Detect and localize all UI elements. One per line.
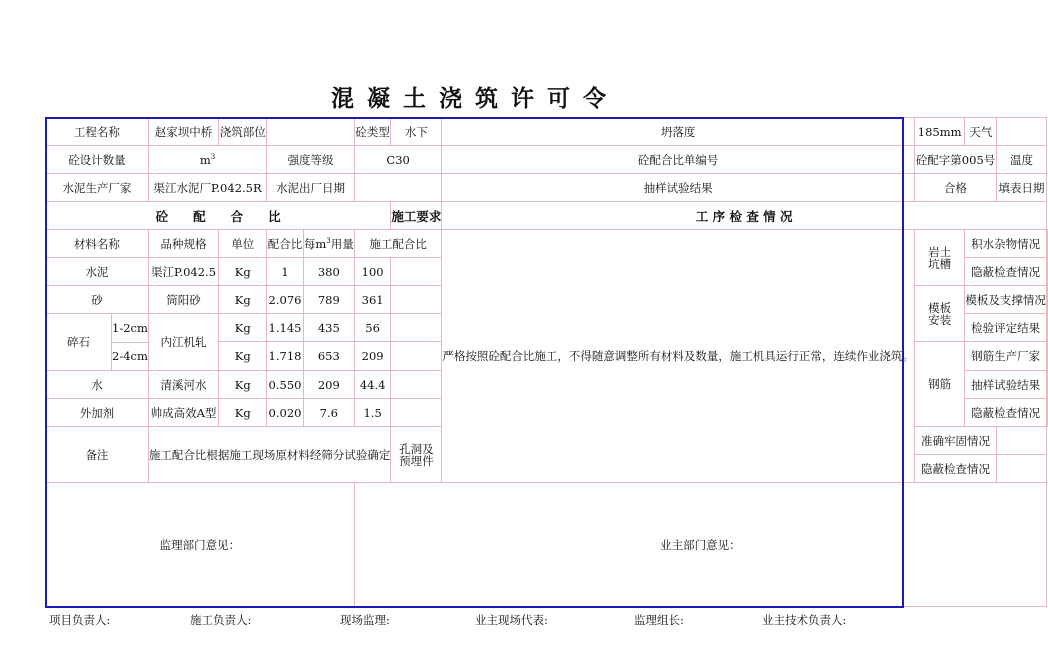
cement-factory-value[interactable]: 渠江水泥厂P.042.5R: [148, 174, 266, 202]
inspection-item: 模板及支撑情况: [965, 286, 1047, 314]
gravel-spec: 内江机轧: [148, 314, 218, 371]
pour-location-label: 浇筑部位: [219, 118, 267, 146]
usage-header-sup: 3: [326, 236, 331, 245]
inspection-item: 隐蔽检查情况: [965, 258, 1047, 286]
fill-date-label: 填表日期: [997, 174, 1047, 202]
requirements-text: 严格按照砼配合比施工，不得随意调整所有材料及数量，施工机具运行正常，连续作业浇筑。: [442, 230, 915, 483]
inspection-result[interactable]: [1046, 258, 1047, 286]
sand-spec: 筒阳砂: [148, 286, 218, 314]
gravel-1-ratio: 1.145: [267, 314, 303, 342]
weather-value[interactable]: [997, 118, 1047, 146]
rebar-label: 钢筋: [914, 342, 965, 427]
cement-material: 水泥: [46, 258, 149, 286]
project-manager-label: 项目负责人:: [49, 613, 111, 627]
inspection-result[interactable]: [1046, 371, 1047, 399]
water-unit: Kg: [219, 371, 267, 399]
sand-unit: Kg: [219, 286, 267, 314]
gravel-2-unit: Kg: [219, 342, 267, 371]
inspection-result[interactable]: [997, 455, 1047, 483]
supervisor-opinion[interactable]: 监理部门意见：: [46, 483, 355, 607]
admixture-unit: Kg: [219, 399, 267, 427]
water-construction: 44.4: [354, 371, 391, 399]
water-usage: 209: [303, 371, 354, 399]
inspection-header: 工 序 检 查 情 况: [442, 202, 1047, 230]
slump-label: 坍落度: [442, 118, 915, 146]
owner-opinion[interactable]: 业主部门意见：: [354, 483, 1046, 607]
water-material: 水: [46, 371, 149, 399]
sand-material: 砂: [46, 286, 149, 314]
gravel-label: 碎石: [67, 335, 90, 349]
project-name-label: 工程名称: [46, 118, 149, 146]
remarks-label: 备注: [46, 427, 149, 483]
temp-label: 温度: [997, 146, 1047, 174]
inspection-result[interactable]: [1046, 342, 1047, 371]
admixture-spec: 帅成高效A型: [148, 399, 218, 427]
inspection-result[interactable]: [1046, 230, 1047, 258]
inspection-item: 隐蔽检查情况: [914, 455, 996, 483]
gravel-1-construction: 56: [354, 314, 391, 342]
rock-pit-label: 岩土坑槽: [914, 230, 965, 286]
site-supervisor-label: 现场监理:: [340, 613, 390, 627]
mix-section-header: 砼 配 合 比: [46, 202, 391, 230]
sample-result-label: 抽样试验结果: [442, 174, 915, 202]
strength-label: 强度等级: [267, 146, 355, 174]
design-qty-label: 砼设计数量: [46, 146, 149, 174]
mix-no-value[interactable]: 砼配字第005号: [914, 146, 996, 174]
mix-no-label: 砼配合比单编号: [442, 146, 915, 174]
gravel-1-usage: 435: [303, 314, 354, 342]
admixture-material: 外加剂: [46, 399, 149, 427]
unit-header: 单位: [219, 230, 267, 258]
water-ratio: 0.550: [267, 371, 303, 399]
project-name-value[interactable]: 赵家坝中桥: [148, 118, 218, 146]
admixture-usage: 7.6: [303, 399, 354, 427]
inspection-item: 隐蔽检查情况: [965, 399, 1047, 427]
inspection-item: 积水杂物情况: [965, 230, 1047, 258]
cement-factory-label: 水泥生产厂家: [46, 174, 149, 202]
design-qty-unit: m: [199, 152, 211, 167]
inspection-result[interactable]: [1046, 314, 1047, 342]
owner-tech-manager-label: 业主技术负责人:: [762, 613, 847, 627]
design-qty-unit-sup: 3: [210, 152, 216, 161]
inspection-item: 钢筋生产厂家: [965, 342, 1047, 371]
inspection-result[interactable]: [1046, 286, 1047, 314]
signature-footer: [0, 612, 950, 628]
supervision-leader-label: 监理组长:: [634, 613, 684, 627]
owner-site-rep-label: 业主现场代表:: [475, 613, 548, 627]
sample-result-value[interactable]: 合格: [914, 174, 996, 202]
cement-usage: 380: [303, 258, 354, 286]
construction-ratio-header: 施工配合比: [354, 230, 442, 258]
strength-value[interactable]: C30: [354, 146, 442, 174]
gravel-size-1: 1-2cm: [112, 314, 148, 343]
sand-usage: 789: [303, 286, 354, 314]
cement-unit: Kg: [219, 258, 267, 286]
concrete-type-value[interactable]: 水下: [391, 118, 442, 146]
cement-spec: 渠江P.042.5: [148, 258, 218, 286]
holes-label: 孔洞及预埋件: [391, 427, 442, 483]
spec-header: 品种规格: [148, 230, 218, 258]
gravel-2-construction: 209: [354, 342, 391, 371]
inspection-result[interactable]: [1046, 399, 1047, 427]
admixture-ratio: 0.020: [267, 399, 303, 427]
remarks-text: 施工配合比根据施工现场原材料经筛分试验确定: [148, 427, 391, 483]
slump-value[interactable]: 185mm: [914, 118, 965, 146]
admixture-construction: 1.5: [354, 399, 391, 427]
gravel-2-usage: 653: [303, 342, 354, 371]
construction-manager-label: 施工负责人:: [190, 613, 252, 627]
gravel-size-2: 2-4cm: [112, 349, 148, 364]
usage-header-prefix: 每m: [303, 236, 327, 251]
cement-construction: 100: [354, 258, 391, 286]
cement-ratio: 1: [267, 258, 303, 286]
ratio-header: 配合比: [267, 230, 303, 258]
form-outer-border: [45, 117, 904, 608]
inspection-item: 检验评定结果: [965, 314, 1047, 342]
formwork-label: 模板安装: [914, 286, 965, 342]
inspection-item: 抽样试验结果: [965, 371, 1047, 399]
water-spec: 清溪河水: [148, 371, 218, 399]
form-title: 混凝土浇筑许可令: [331, 85, 619, 112]
inspection-item: 准确牢固情况: [914, 427, 996, 455]
usage-header-suffix: 用量: [330, 236, 354, 251]
sand-ratio: 2.076: [267, 286, 303, 314]
sand-construction: 361: [354, 286, 391, 314]
concrete-type-label: 砼类型: [354, 118, 391, 146]
material-header: 材料名称: [46, 230, 149, 258]
gravel-1-unit: Kg: [219, 314, 267, 342]
requirements-header: 施工要求: [391, 202, 442, 230]
factory-date-label: 水泥出厂日期: [267, 174, 355, 202]
weather-label: 天气: [965, 118, 997, 146]
inspection-result[interactable]: [997, 427, 1047, 455]
gravel-2-ratio: 1.718: [267, 342, 303, 371]
